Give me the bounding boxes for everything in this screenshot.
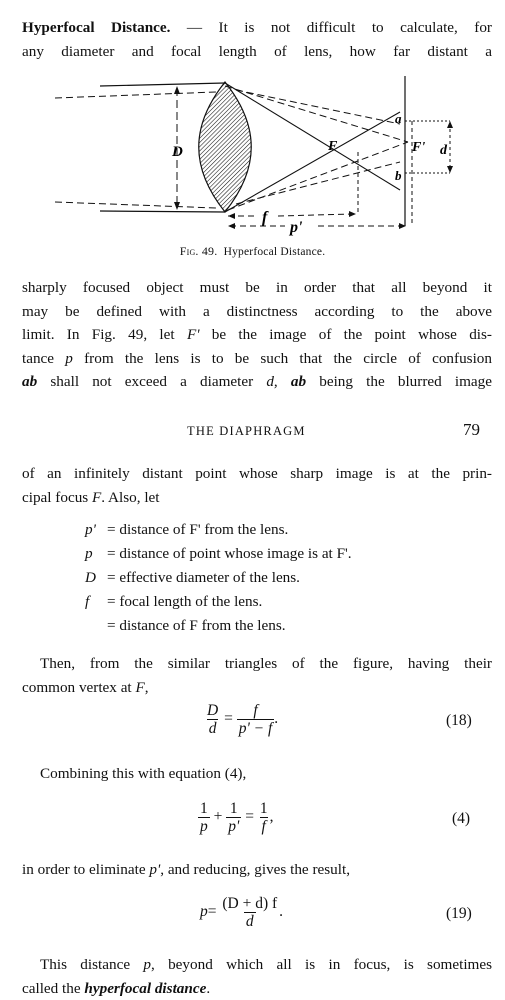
incoming-ray-top — [55, 92, 216, 98]
label-F-prime: F' — [412, 140, 426, 155]
incoming-ray-bottom — [55, 202, 216, 208]
label-d: d — [440, 143, 447, 158]
definition-list — [85, 518, 352, 638]
page-number: 79 — [463, 420, 480, 439]
label-p-prime: p' — [290, 219, 303, 236]
hyperfocal-figure — [0, 66, 505, 266]
equation-18: $\frac{D}{d}$ = $\frac{f}{p' - f}$ . — [207, 702, 279, 737]
lens-shape — [199, 82, 252, 212]
running-head-title: THE DIAPHRAGM — [187, 424, 306, 438]
paragraph-7: This distance p, beyond which all is in focus, is sometimes called the hyperfocal distance. — [22, 956, 493, 997]
label-a: a — [395, 111, 402, 126]
equation-19: p= $\frac{(D + d) f}{d}$ . — [200, 895, 284, 930]
definition-item: p = distance of point whose image is at F'. — [85, 545, 352, 562]
equation-number-4: (4) — [452, 810, 471, 827]
paragraph-6: in order to eliminate p', and reducing, gives the result, — [22, 861, 351, 878]
paragraph-4: Then, from the similar triangles of the figure, having their common vertex at F, — [22, 655, 492, 696]
definition-item: D = effective diameter of the lens. — [85, 569, 300, 586]
equation-4: $\frac{1}{p}$ + $\frac{1}{p'}$ = $\frac{1}{f}$ , — [200, 800, 274, 835]
figure-caption: Fig. 49. Hyperfocal Distance. — [179, 244, 326, 258]
label-F: F — [328, 139, 338, 154]
label-b: b — [395, 168, 402, 183]
label-D: D — [172, 144, 183, 160]
paragraph-2: sharply focused object must be in order that all beyond it may be defined with a distinctness according to the above limit. In Fig. 49, let F' be the image of the point whose dis- tance p from the lens is to be such that the circle of confusion ab shall not exceed a diameter d, ab being the blurred image — [22, 279, 492, 390]
label-f: f — [262, 209, 268, 226]
equation-number-18: (18) — [446, 712, 472, 729]
definition-item: p' = distance of F' from the lens. — [85, 521, 289, 538]
paragraph-3: of an infinitely distant point whose sharp image is at the prin- cipal focus F. Also, let — [22, 465, 492, 506]
paragraph-5: Combining this with equation (4), — [40, 765, 247, 782]
definition-item: f = focal length of the lens. — [85, 593, 263, 610]
intro-paragraph: Hyperfocal Distance. — It is not difficult to calculate, for any diameter and focal length of lens, how far distant a — [22, 19, 492, 60]
definition-item: = distance of F from the lens. — [107, 617, 286, 634]
equation-number-19: (19) — [446, 905, 472, 922]
section-heading: Hyperfocal Distance. — [22, 19, 171, 36]
